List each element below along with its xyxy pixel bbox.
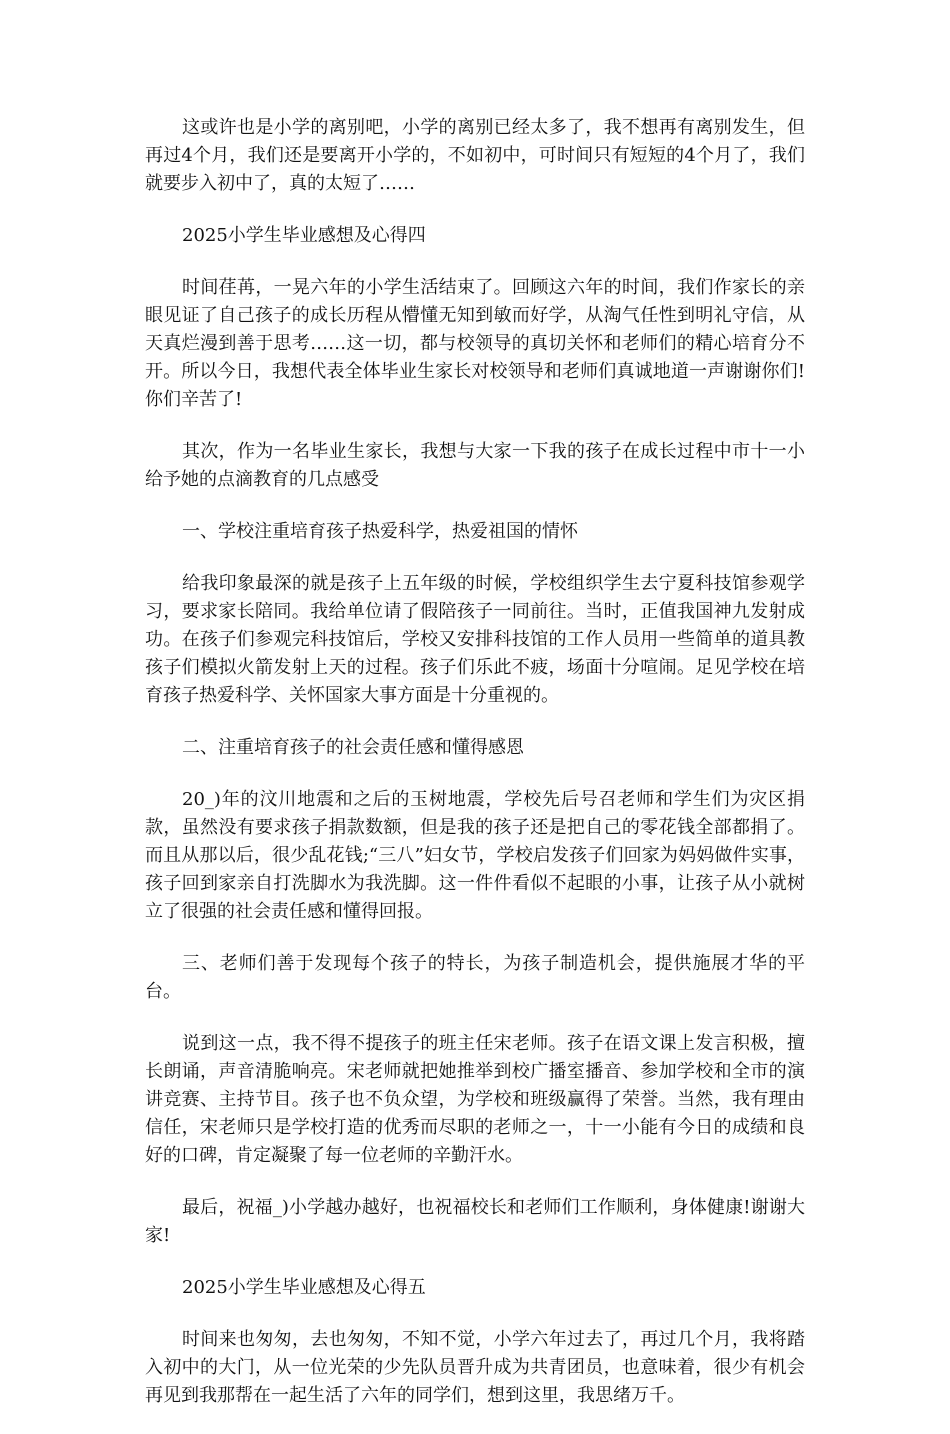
paragraph-teacher-song: 说到这一点，我不得不提孩子的班主任宋老师。孩子在语文课上发言积极，擅长朗诵，声音清脆响亮。宋老师就把她推举到校广播室播音、参加学校和全市的演讲竞赛、主持节目。孩子也不负众望，为学校和班级赢得了荣誉。当然，我有理由信任，宋老师只是学校打造的优秀而尽职的老师之一，十一小能有今日的成绩和良好的口碑，肯定凝聚了每一位老师的辛勤汗水。 <box>145 1033 805 1166</box>
subheading-talent: 三、老师们善于发现每个孩子的特长，为孩子制造机会，提供施展才华的平台。 <box>145 953 805 1002</box>
subheading-science: 一、学校注重培育孩子热爱科学，热爱祖国的情怀 <box>182 521 578 542</box>
subheading-responsibility: 二、注重培育孩子的社会责任感和懂得感恩 <box>182 737 524 758</box>
paragraph-science-museum: 给我印象最深的就是孩子上五年级的时候，学校组织学生去宁夏科技馆参观学习，要求家长陪同。我给单位请了假陪孩子一同前往。当时，正值我国神九发射成功。在孩子们参观完科技馆后，学校又安排科技馆的工作人员用一些简单的道具教孩子们模拟火箭发射上天的过程。孩子们乐此不疲，场面十分喧闹。足见学校在培育孩子热爱科学、关怀国家大事方面是十分重视的。 <box>145 573 805 706</box>
document-body <box>145 114 805 1434</box>
paragraph-time-passes: 时间来也匆匆，去也匆匆，不知不觉，小学六年过去了，再过几个月，我将踏入初中的大门，从一位光荣的少先队员晋升成为共青团员，也意味着，很少有机会再见到我那帮在一起生活了六年的同学们，想到这里，我思绪万千。 <box>145 1329 805 1406</box>
section-heading-five: 2025小学生毕业感想及心得五 <box>182 1277 426 1298</box>
section-heading-four: 2025小学生毕业感想及心得四 <box>182 225 426 246</box>
paragraph-farewell: 这或许也是小学的离别吧，小学的离别已经太多了，我不想再有离别发生，但再过4个月，我们还是要离开小学的，不如初中，可时间只有短短的4个月了，我们就要步入初中了，真的太短了…… <box>145 117 805 194</box>
paragraph-earthquake: 20_)年的汶川地震和之后的玉树地震，学校先后号召老师和学生们为灾区捐款，虽然没有要求孩子捐款数额，但是我的孩子还是把自己的零花钱全部都捐了。而且从那以后，很少乱花钱;“三八”妇女节，学校启发孩子们回家为妈妈做件实事，孩子回到家亲自打洗脚水为我洗脚。这一件件看似不起眼的小事，让孩子从小就树立了很强的社会责任感和懂得回报。 <box>145 789 805 922</box>
paragraph-closing: 最后，祝福_)小学越办越好，也祝福校长和老师们工作顺利，身体健康!谢谢大家! <box>145 1197 805 1246</box>
paragraph-time-flies: 时间荏苒，一晃六年的小学生活结束了。回顾这六年的时间，我们作家长的亲眼见证了自己孩子的成长历程从懵懂无知到敏而好学，从淘气任性到明礼守信，从天真烂漫到善于思考……这一切，都与校领导的真切关怀和老师们的精心培育分不开。所以今日，我想代表全体毕业生家长对校领导和老师们真诚地道一声谢谢你们!你们辛苦了! <box>145 277 805 410</box>
paragraph-secondly: 其次，作为一名毕业生家长，我想与大家一下我的孩子在成长过程中市十一小给予她的点滴教育的几点感受 <box>145 441 805 490</box>
